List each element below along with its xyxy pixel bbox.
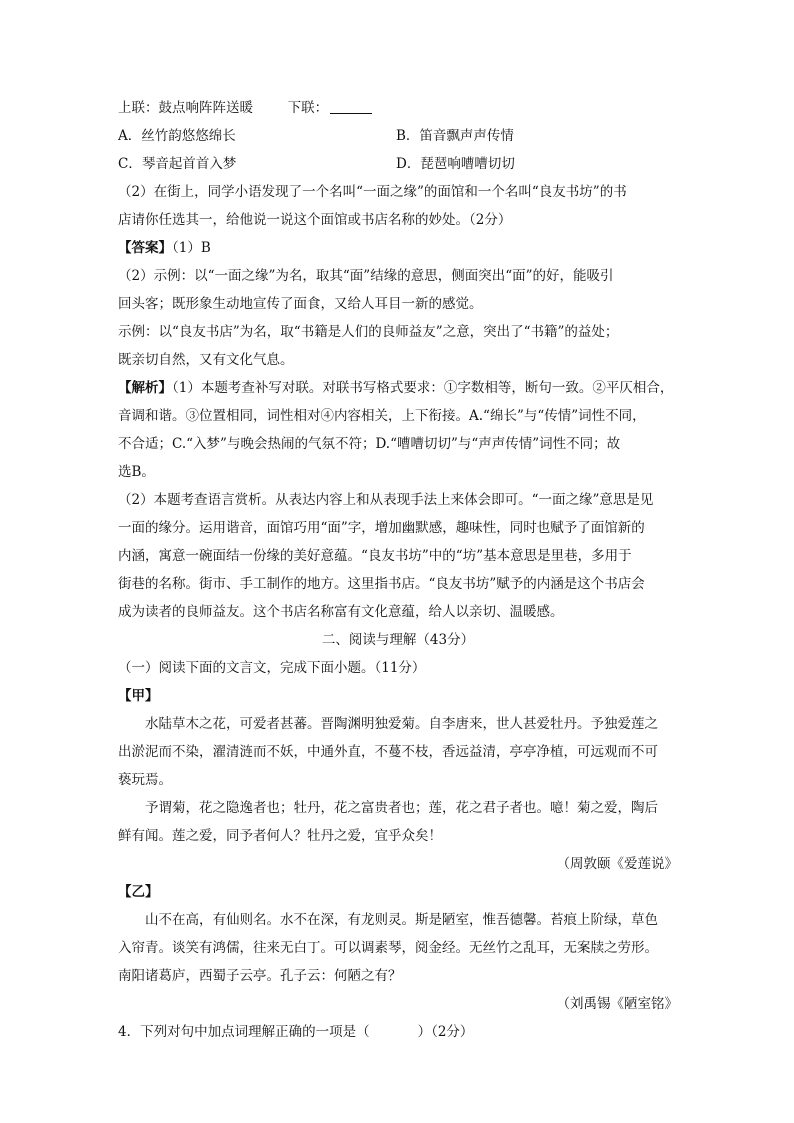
option-a: A．丝竹韵悠悠绵长	[118, 128, 236, 144]
passage-line: 南阳诸葛庐，西蜀子云亭。孔子云：何陋之有？	[118, 968, 402, 984]
section-instruction: （一）阅读下面的文言文，完成下面小题。（11分）	[118, 660, 426, 676]
option-c: C．琴音起首首入梦	[118, 156, 237, 172]
passage-line: 亵玩焉。	[118, 772, 172, 788]
passage-line: 予谓菊，花之隐逸者也；牡丹，花之富贵者也；莲，花之君子者也。噫！菊之爱，陶后	[145, 800, 658, 816]
passage-source: （刘禹锡《陋室铭》	[556, 996, 678, 1012]
analysis-line: 选B。	[118, 464, 155, 480]
question-4-score: ）（2分）	[417, 1024, 474, 1040]
passage-line: 出淤泥而不染，濯清涟而不妖，中通外直，不蔓不枝，香远益清，亭亭净植，可远观而不可	[118, 744, 658, 760]
passage-line: 水陆草木之花，可爱者甚蕃。晋陶渊明独爱菊。自李唐来，世人甚爱牡丹。予独爱莲之	[145, 716, 658, 732]
answer-line: 示例：以“良友书店”为名，取“书籍是人们的良师益友”之意，突出了“书籍”的益处；	[118, 324, 619, 340]
couplet-lower: 下联：	[287, 100, 329, 116]
analysis-heading	[118, 374, 678, 402]
analysis-line: 内涵，寓意一碗面结一份缘的美好意蕴。“良友书坊”中的“坊”基本意思是里巷，多用于	[118, 548, 632, 564]
question-2-line: （2）在街上，同学小语发现了一个名叫“一面之缘”的面馆和一个名叫“良友书坊”的书	[118, 184, 627, 200]
analysis-line: （2）本题考查语言赏析。从表达内容上和从表现手法上来体会即可。“一面之缘”意思是见	[118, 492, 654, 508]
passage-source: （周敦颐《爱莲说》	[556, 856, 678, 872]
analysis-line: 一面的缘分。运用谐音，面馆巧用“面”字，增加幽默感，趣味性，同时也赋予了面馆新的	[118, 520, 645, 536]
section-title: 二、阅读与理解（43分）	[321, 632, 475, 648]
option-b: B．笛音飘声声传情	[396, 128, 514, 144]
analysis-line: 音调和谐。③位置相同，词性相对④内容相关，上下衔接。A.“绵长”与“传情”词性不同，	[118, 408, 646, 424]
analysis-text: （1）本题考查补写对联。对联书写格式要求：①字数相等，断句一致。②平仄相合，	[172, 380, 674, 396]
analysis-line: 街巷的名称。街市、手工制作的地方。这里指书店。“良友书坊”赋予的内涵是这个书店会	[118, 576, 645, 592]
passage-line: 鲜有闻。莲之爱，同予者何人？牡丹之爱，宜乎众矣！	[118, 828, 442, 844]
answer-line: 既亲切自然，又有文化气息。	[118, 352, 294, 368]
analysis-line: 不合适；C.“入梦”与晚会热闹的气氛不符；D.“嘈嘈切切”与“声声传情”词性不同；故	[118, 436, 621, 452]
passage-line: 山不在高，有仙则名。水不在深，有龙则灵。斯是陋室，惟吾德馨。苔痕上阶绿，草色	[145, 912, 658, 928]
option-d: D．琵琶响嘈嘈切切	[396, 156, 515, 172]
analysis-line: 成为读者的良师益友。这个书店名称富有文化意蕴，给人以亲切、温暖感。	[118, 604, 564, 620]
question-4	[118, 1018, 678, 1046]
document-page	[118, 94, 678, 1046]
answer-blank	[330, 99, 372, 114]
passage-line: 入帘青。谈笑有鸿儒，往来无白丁。可以调素琴，阅金经。无丝竹之乱耳，无案牍之劳形。	[118, 940, 658, 956]
answer-text: （1）B	[172, 240, 211, 256]
answer-line: 回头客；既形象生动地宣传了面食，又给人耳目一新的感觉。	[118, 296, 483, 312]
passage-yi-tag: 【乙】	[118, 884, 159, 900]
question-2-line: 店请你任选其一，给他说一说这个面馆或书店名称的妙处。（2分）	[118, 212, 512, 228]
question-4-text: 4．下列对句中加点词理解正确的一项是（	[118, 1024, 370, 1040]
analysis-tag: 【解析】	[118, 380, 172, 396]
options-row	[118, 150, 678, 178]
passage-jia-tag: 【甲】	[118, 688, 159, 704]
answer-heading	[118, 234, 678, 262]
options-row	[118, 122, 678, 150]
couplet-upper: 上联：鼓点响阵阵送暖	[118, 100, 253, 116]
answer-line: （2）示例：以“一面之缘”为名，取其“面”结缘的意思，侧面突出“面”的好，能吸引	[118, 268, 614, 284]
answer-tag: 【答案】	[118, 240, 172, 256]
couplet-line	[118, 94, 678, 122]
